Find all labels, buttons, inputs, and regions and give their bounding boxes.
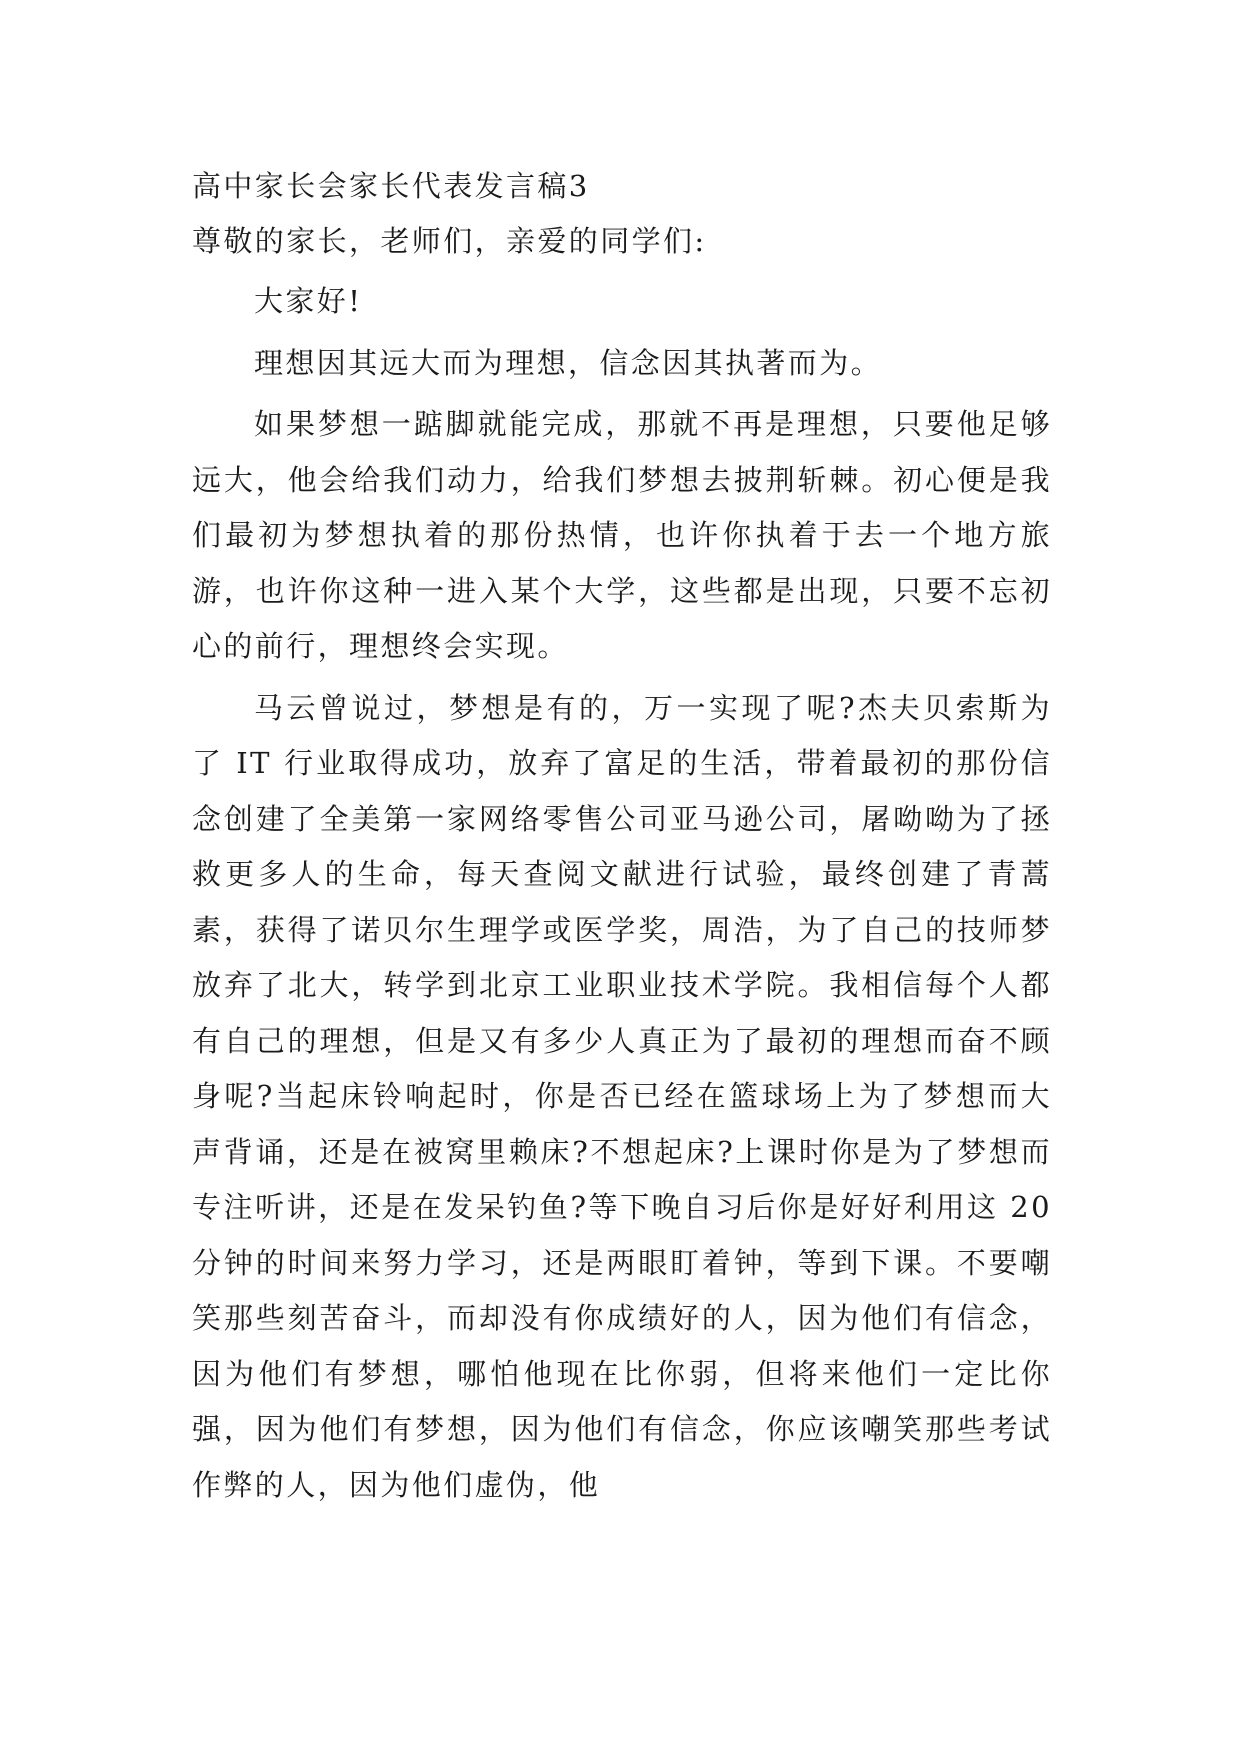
paragraph-ideals: 理想因其远大而为理想，信念因其执著而为。 [254, 345, 883, 380]
document-title: 高中家长会家长代表发言稿3 [192, 169, 590, 203]
salutation: 尊敬的家长，老师们，亲爱的同学们: [192, 224, 707, 258]
paragraph-dreams: 如果梦想一踮脚就能完成，那就不再是理想，只要他足够远大，他会给我们动力，给我们梦想去披荆斩棘。初心便是我们最初为梦想执着的那份热情，也许你执着于去一个地方旅游，也许你这种一进入某个大学，这些都是出现，只要不忘初心的前行，理想终会实现。 [192, 407, 1052, 663]
paragraph-examples: 马云曾说过，梦想是有的，万一实现了呢?杰夫贝索斯为了 IT 行业取得成功，放弃了富足的生活，带着最初的那份信念创建了全美第一家网络零售公司亚马逊公司，屠呦呦为了拯救更多人的生命，每天查阅文献进行试验，最终创建了青蒿素，获得了诺贝尔生理学或医学奖，周浩，为了自己的技师梦放弃了北大，转学到北京工业职业技术学院。我相信每个人都有自己的理想，但是又有多少人真正为了最初的理想而奋不顾身呢?当起床铃响起时，你是否已经在篮球场上为了梦想而大声背诵，还是在被窝里赖床?不想起床?上课时你是为了梦想而专注听讲，还是在发呆钓鱼?等下晚自习后你是好好利用这 20 分钟的时间来努力学习，还是两眼盯着钟，等到下课。不要嘲笑那些刻苦奋斗，而却没有你成绩好的人，因为他们有信念，因为他们有梦想，哪怕他现在比你弱，但将来他们一定比你强，因为他们有梦想，因为他们有信念，你应该嘲笑那些考试作弊的人，因为他们虚伪，他 [192, 690, 1052, 1502]
paragraph-greeting: 大家好! [254, 284, 363, 318]
document-body [192, 160, 1052, 1513]
